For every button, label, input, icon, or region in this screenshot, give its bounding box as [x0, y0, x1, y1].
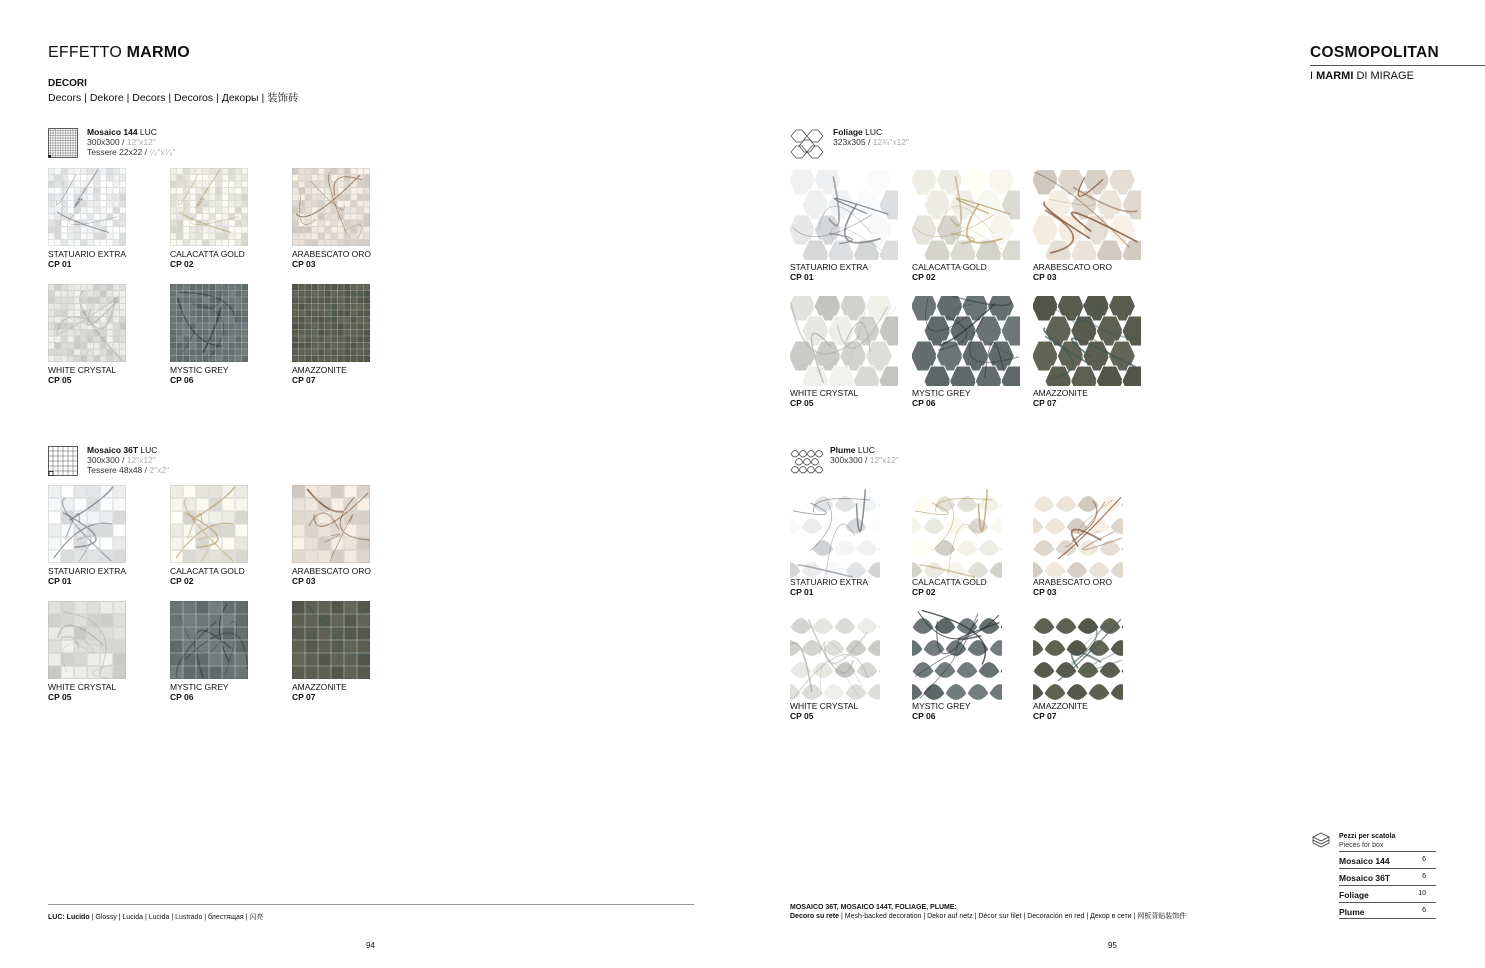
pieces-rule — [1339, 902, 1436, 903]
mesh-backed-note: MOSAICO 36T, MOSAICO 144T, FOLIAGE, PLUME: Decoro su rete | Mesh-backed decoration | Dekor auf netz | Décor sur filet | Decoración en red | Декор в сети | 网板背贴装饰件 — [790, 904, 1187, 920]
swatch-foliage-amazzonite[interactable] — [1033, 296, 1141, 386]
swatch-mosaico144-calacatta[interactable] — [170, 168, 248, 246]
pieces-rule — [1339, 918, 1436, 919]
label-plume-cp05: WHITE CRYSTAL CP 05 — [790, 701, 859, 721]
grid-36-icon — [48, 446, 78, 476]
label-m36-cp02: CALACATTA GOLD CP 02 — [170, 566, 245, 586]
finish-legend: LUC: Lucido | Glossy | Lucida | Lucida | Lustrado | блестящая | 闪亮 — [48, 914, 264, 921]
section-header-plume: Plume LUC 300x300 / 12"x12" — [830, 445, 899, 465]
label-m36-cp03: ARABESCATO ORO CP 03 — [292, 566, 372, 586]
pieces-box-subtitle: Pieces for box — [1339, 842, 1384, 849]
pieces-rule — [1339, 885, 1436, 886]
swatch-foliage-statuario[interactable] — [790, 170, 898, 260]
label-m144-cp07: AMAZZONITE CP 07 — [292, 365, 347, 385]
page-number-right: 95 — [1108, 941, 1117, 950]
title-bold: MARMO — [126, 44, 190, 61]
swatch-mosaico144-arabescato[interactable] — [292, 168, 370, 246]
swatch-mosaico144-mystic-grey[interactable] — [170, 284, 248, 362]
swatch-foliage-arabescato[interactable] — [1033, 170, 1141, 260]
label-m144-cp03: ARABESCATO ORO CP 03 — [292, 249, 372, 269]
swatch-mosaico144-statuario[interactable] — [48, 168, 126, 246]
label-foliage-cp03: ARABESCATO ORO CP 03 — [1033, 262, 1113, 282]
swatch-mosaico36-white-crystal[interactable] — [48, 601, 126, 679]
swatch-plume-amazzonite[interactable] — [1033, 610, 1123, 700]
label-plume-cp06: MYSTIC GREY CP 06 — [912, 701, 971, 721]
label-m144-cp02: CALACATTA GOLD CP 02 — [170, 249, 245, 269]
brand-subtitle: I MARMI DI MIRAGE — [1310, 70, 1414, 82]
pieces-row: Mosaico 36T 6 — [1339, 873, 1426, 883]
label-m144-cp06: MYSTIC GREY CP 06 — [170, 365, 229, 385]
swatch-foliage-white-crystal[interactable] — [790, 296, 898, 386]
label-plume-cp01: STATUARIO EXTRA CP 01 — [790, 577, 869, 597]
swatch-mosaico144-white-crystal[interactable] — [48, 284, 126, 362]
pieces-rule — [1339, 868, 1436, 869]
label-plume-cp02: CALACATTA GOLD CP 02 — [912, 577, 987, 597]
label-plume-cp07: AMAZZONITE CP 07 — [1033, 701, 1088, 721]
swatch-mosaico36-calacatta[interactable] — [170, 485, 248, 563]
swatch-mosaico144-amazzonite[interactable] — [292, 284, 370, 362]
pieces-row: Plume 6 — [1339, 907, 1426, 917]
label-m36-cp06: MYSTIC GREY CP 06 — [170, 682, 229, 702]
swatch-plume-arabescato[interactable] — [1033, 488, 1123, 578]
grid-144-icon — [48, 128, 78, 158]
swatch-mosaico36-mystic-grey[interactable] — [170, 601, 248, 679]
swatch-plume-calacatta[interactable] — [912, 488, 1002, 578]
footer-divider — [48, 904, 694, 905]
box-stack-icon — [1311, 831, 1331, 851]
plume-pattern-icon — [790, 446, 824, 478]
label-plume-cp03: ARABESCATO ORO CP 03 — [1033, 577, 1113, 597]
swatch-foliage-calacatta[interactable] — [912, 170, 1020, 260]
section-label: DECORI — [48, 78, 87, 89]
swatch-plume-statuario[interactable] — [790, 488, 880, 578]
section-header-mosaico-144: Mosaico 144 LUC 300x300 / 12"x12" Tessere 22x22 / ⁷⁄₈"x⁷⁄₈" — [87, 127, 176, 157]
label-foliage-cp05: WHITE CRYSTAL CP 05 — [790, 388, 859, 408]
section-header-mosaico-36t: Mosaico 36T LUC 300x300 / 12"x12" Tessere 48x48 / 2"x2" — [87, 445, 170, 475]
pieces-row: Mosaico 144 6 — [1339, 856, 1426, 866]
swatch-mosaico36-amazzonite[interactable] — [292, 601, 370, 679]
title-light: EFFETTO — [48, 44, 122, 61]
translations-line: Decors | Dekore | Decors | Decoros | Декоры | 装饰砖 — [48, 92, 299, 104]
pieces-box-title: Pezzi per scatola — [1339, 833, 1396, 840]
pieces-rule — [1339, 851, 1436, 852]
swatch-foliage-mystic-grey[interactable] — [912, 296, 1020, 386]
swatch-plume-white-crystal[interactable] — [790, 610, 880, 700]
foliage-pattern-icon — [790, 128, 826, 160]
label-foliage-cp07: AMAZZONITE CP 07 — [1033, 388, 1088, 408]
swatch-mosaico36-statuario[interactable] — [48, 485, 126, 563]
label-m36-cp05: WHITE CRYSTAL CP 05 — [48, 682, 117, 702]
label-foliage-cp02: CALACATTA GOLD CP 02 — [912, 262, 987, 282]
label-m36-cp01: STATUARIO EXTRA CP 01 — [48, 566, 127, 586]
section-header-foliage: Foliage LUC 323x305 / 12¾"x12" — [833, 127, 909, 147]
label-m144-cp01: STATUARIO EXTRA CP 01 — [48, 249, 127, 269]
brand-divider — [1310, 65, 1485, 66]
brand-title: COSMOPOLITAN — [1310, 44, 1440, 61]
label-foliage-cp06: MYSTIC GREY CP 06 — [912, 388, 971, 408]
page-number-left: 94 — [366, 941, 375, 950]
label-m36-cp07: AMAZZONITE CP 07 — [292, 682, 347, 702]
swatch-mosaico36-arabescato[interactable] — [292, 485, 370, 563]
page-title — [48, 44, 190, 62]
label-m144-cp05: WHITE CRYSTAL CP 05 — [48, 365, 117, 385]
pieces-row: Foliage 10 — [1339, 890, 1426, 900]
swatch-plume-mystic-grey[interactable] — [912, 610, 1002, 700]
label-foliage-cp01: STATUARIO EXTRA CP 01 — [790, 262, 869, 282]
